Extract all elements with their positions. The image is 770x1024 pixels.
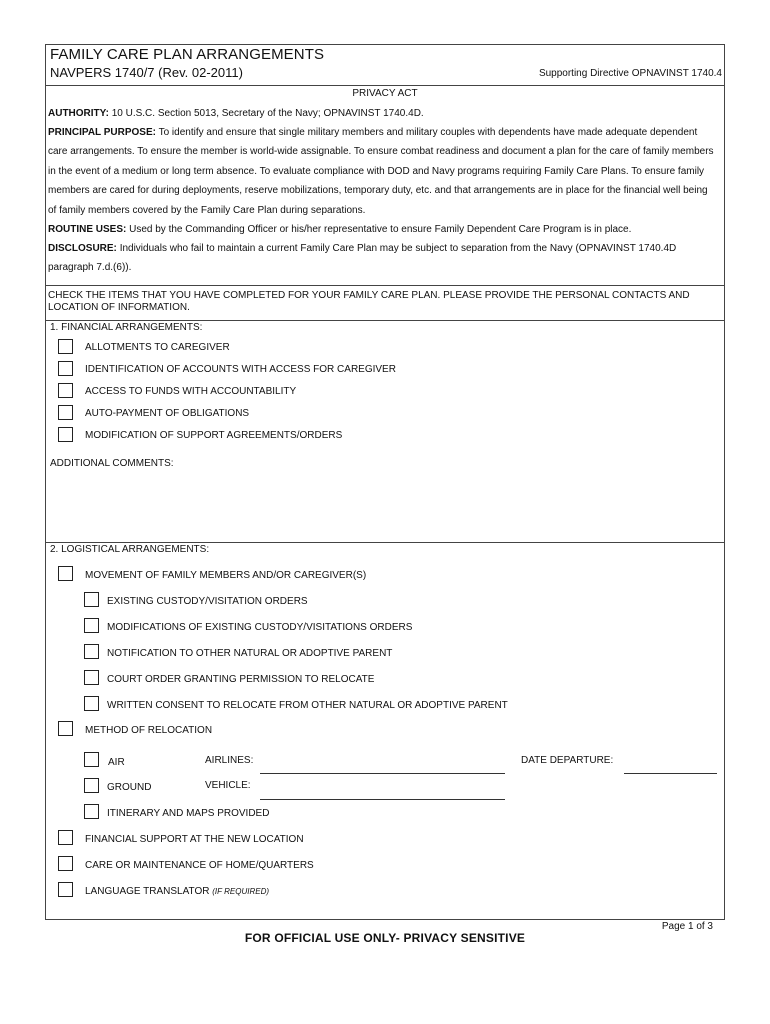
home-care-label: CARE OR MAINTENANCE OF HOME/QUARTERS [85, 860, 314, 871]
funds-access-label: ACCESS TO FUNDS WITH ACCOUNTABILITY [85, 386, 297, 397]
allotments-checkbox[interactable] [58, 339, 73, 354]
auto-payment-checkbox[interactable] [58, 405, 73, 420]
date-departure-label: DATE DEPARTURE: [521, 755, 614, 766]
account-identification-label: IDENTIFICATION OF ACCOUNTS WITH ACCESS FOR CAREGIVER [85, 364, 396, 375]
financial-support-checkbox[interactable] [58, 830, 73, 845]
disclosure-text: Individuals who fail to maintain a current Family Care Plan may be subject to separation from the Navy (OPNAVINST 1740.4D paragraph 7.d.(6)). [48, 243, 677, 274]
funds-access-checkbox[interactable] [58, 383, 73, 398]
disclosure-label: DISCLOSURE: [48, 243, 117, 254]
authority-label: AUTHORITY: [48, 108, 109, 119]
relocation-method-checkbox[interactable] [58, 721, 73, 736]
custody-modifications-checkbox[interactable] [84, 618, 99, 633]
vehicle-label: VEHICLE: [205, 780, 251, 791]
written-consent-checkbox[interactable] [84, 696, 99, 711]
instructions-text: CHECK THE ITEMS THAT YOU HAVE COMPLETED FOR YOUR FAMILY CARE PLAN. PLEASE PROVIDE THE PERSONAL CONTACTS AND LOCATION OF INFORMATION. [48, 290, 690, 313]
instructions-divider [45, 320, 725, 321]
home-care-checkbox[interactable] [58, 856, 73, 871]
ground-checkbox[interactable] [84, 778, 99, 793]
court-order-checkbox[interactable] [84, 670, 99, 685]
court-order-label: COURT ORDER GRANTING PERMISSION TO RELOCATE [107, 674, 375, 685]
privacy-divider [45, 285, 725, 286]
translator-checkbox[interactable] [58, 882, 73, 897]
financial-heading: 1. FINANCIAL ARRANGEMENTS: [50, 322, 203, 333]
additional-comments-label: ADDITIONAL COMMENTS: [50, 458, 174, 469]
written-consent-label: WRITTEN CONSENT TO RELOCATE FROM OTHER NATURAL OR ADOPTIVE PARENT [107, 700, 508, 711]
support-modification-checkbox[interactable] [58, 427, 73, 442]
date-departure-field[interactable] [624, 773, 717, 774]
relocation-method-label: METHOD OF RELOCATION [85, 725, 213, 736]
vehicle-field[interactable] [260, 799, 505, 800]
official-use-notice: FOR OFFICIAL USE ONLY- PRIVACY SENSITIVE [244, 931, 526, 945]
form-title: FAMILY CARE PLAN ARRANGEMENTS [50, 46, 325, 63]
air-checkbox[interactable] [84, 752, 99, 767]
logistical-heading: 2. LOGISTICAL ARRANGEMENTS: [50, 544, 210, 555]
page-number: Page 1 of 3 [661, 921, 713, 932]
additional-comments-field[interactable] [50, 472, 718, 538]
itinerary-checkbox[interactable] [84, 804, 99, 819]
routine-text: Used by the Commanding Officer or his/her representative to ensure Family Dependent Care Program is in place. [129, 224, 632, 235]
auto-payment-label: AUTO-PAYMENT OF OBLIGATIONS [85, 408, 250, 419]
financial-support-label: FINANCIAL SUPPORT AT THE NEW LOCATION [85, 834, 304, 845]
principal-purpose-statement [48, 123, 718, 220]
custody-orders-checkbox[interactable] [84, 592, 99, 607]
air-label: AIR [108, 757, 125, 768]
purpose-text: To identify and ensure that single military members and military couples with dependents have made adequate dependent care arrangements. To ensure the member is world-wide assignable. To ensure combat readiness and document a plan for the care of family members in the event of a medium or long term absence. To evaluate compliance with DOD and Navy programs requiring Family Care Plans. To ensure family members are cared for during deployments, reserve mobilizations, temporary duty, etc. and that arrangements are in place for the financial well being of family members covered by the Family Care Plan during separations. [48, 127, 714, 216]
routine-label: ROUTINE USES: [48, 224, 127, 235]
section-divider [45, 542, 725, 543]
translator-label [85, 886, 269, 897]
purpose-label: PRINCIPAL PURPOSE: [48, 127, 156, 138]
support-modification-label: MODIFICATION OF SUPPORT AGREEMENTS/ORDERS [85, 430, 343, 441]
translator-note: (IF REQUIRED) [212, 887, 270, 896]
custody-orders-label: EXISTING CUSTODY/VISITATION ORDERS [107, 596, 308, 607]
privacy-act-heading: PRIVACY ACT [352, 88, 418, 99]
airlines-label: AIRLINES: [205, 755, 254, 766]
airlines-field[interactable] [260, 773, 505, 774]
authority-statement [48, 104, 718, 123]
itinerary-label: ITINERARY AND MAPS PROVIDED [107, 808, 270, 819]
translator-text: LANGUAGE TRANSLATOR [85, 886, 210, 897]
ground-label: GROUND [107, 782, 152, 793]
authority-text: 10 U.S.C. Section 5013, Secretary of the Navy; OPNAVINST 1740.4D. [111, 108, 424, 119]
parent-notification-label: NOTIFICATION TO OTHER NATURAL OR ADOPTIVE PARENT [107, 648, 393, 659]
custody-modifications-label: MODIFICATIONS OF EXISTING CUSTODY/VISITATIONS ORDERS [107, 622, 413, 633]
supporting-directive: Supporting Directive OPNAVINST 1740.4 [538, 68, 722, 79]
account-identification-checkbox[interactable] [58, 361, 73, 376]
disclosure-statement [48, 239, 718, 278]
form-number: NAVPERS 1740/7 (Rev. 02-2011) [50, 65, 243, 80]
parent-notification-checkbox[interactable] [84, 644, 99, 659]
header-divider [45, 85, 725, 86]
allotments-label: ALLOTMENTS TO CAREGIVER [85, 342, 230, 353]
movement-checkbox[interactable] [58, 566, 73, 581]
movement-label: MOVEMENT OF FAMILY MEMBERS AND/OR CAREGIVER(S) [85, 570, 367, 581]
routine-uses-statement [48, 220, 718, 239]
